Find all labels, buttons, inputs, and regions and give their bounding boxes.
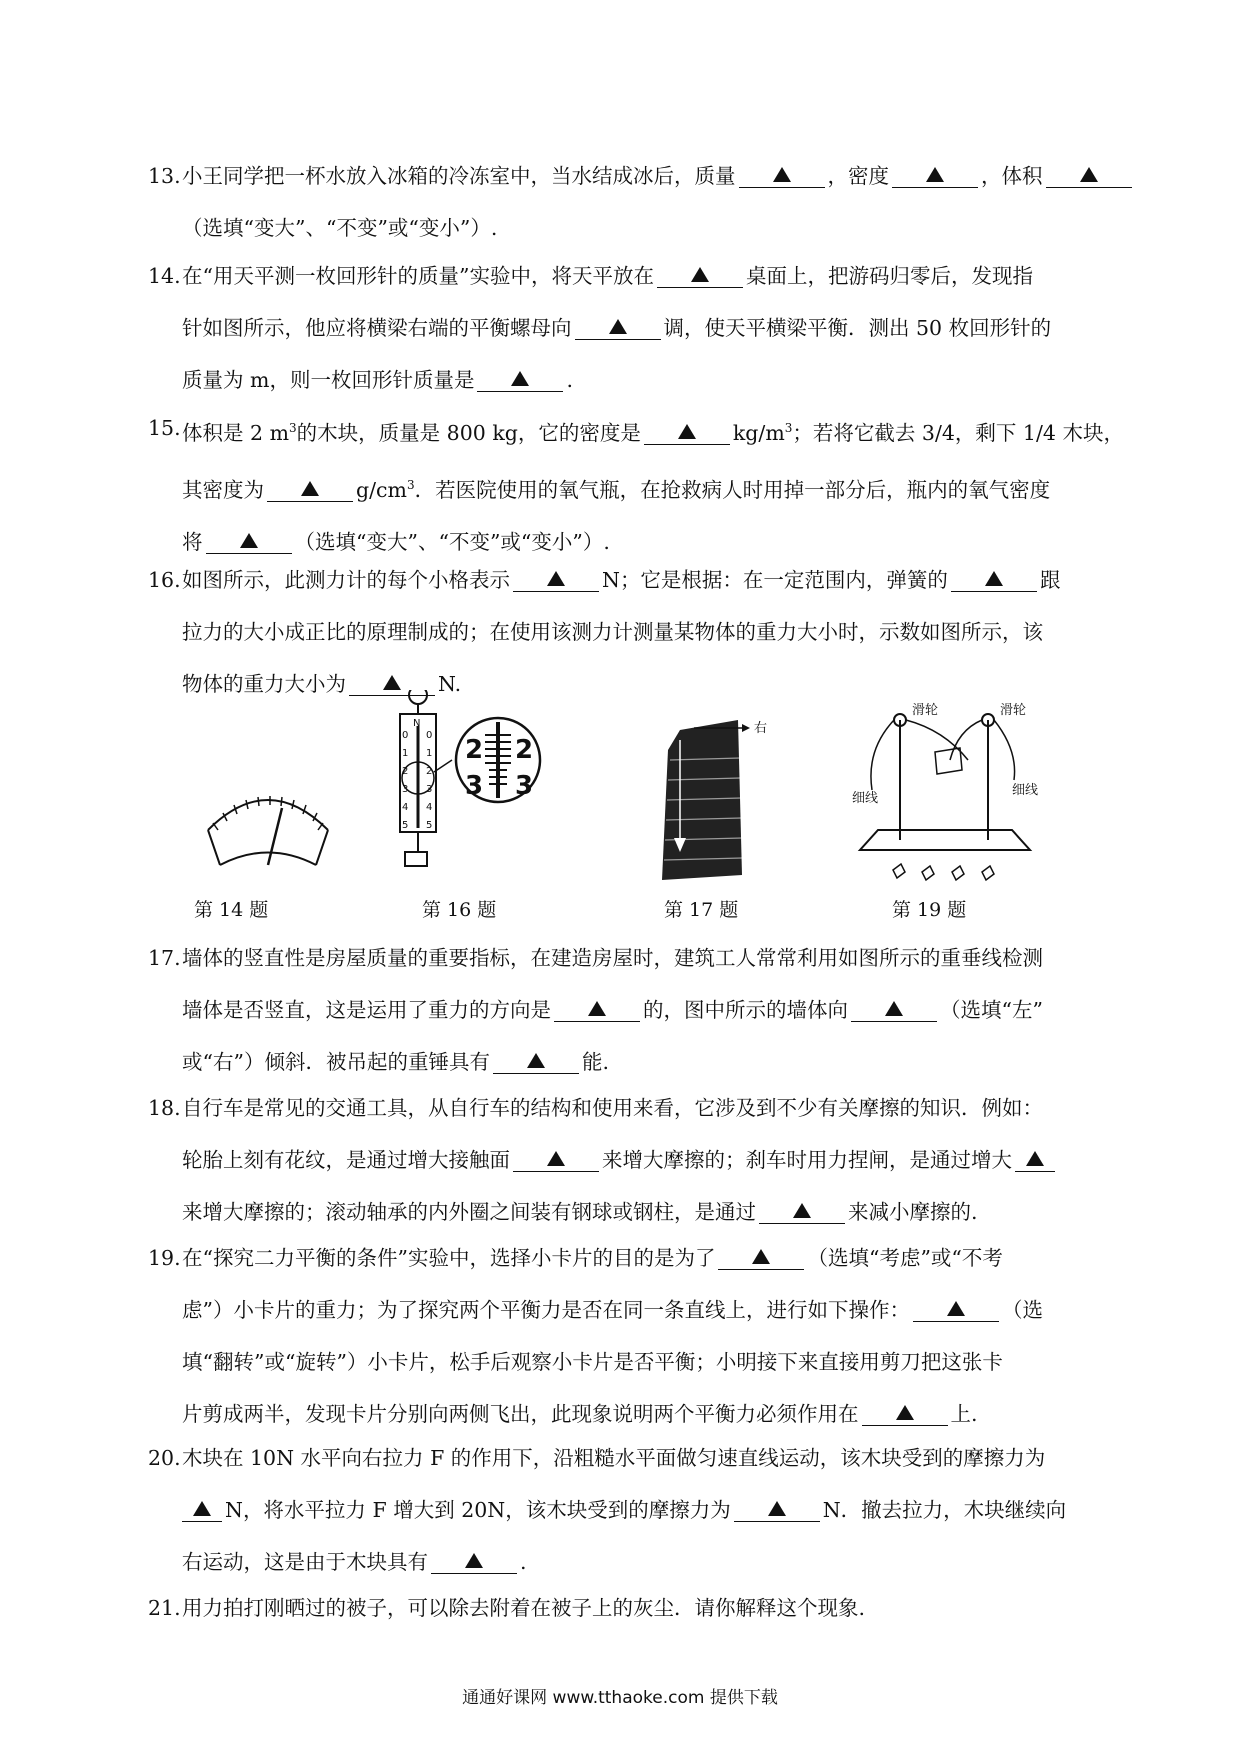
scale-tick-label: 2 (426, 766, 433, 777)
question-text: N. (438, 672, 462, 696)
question-number: 19. (148, 1246, 181, 1270)
triangle-icon (885, 1001, 903, 1016)
zoom-label: 3 (465, 771, 484, 801)
answer-blank[interactable] (206, 531, 292, 554)
question-text: 调，使天平横梁平衡．测出 50 枚回形针的 (663, 316, 1052, 340)
question-text: 来减小摩擦的. (848, 1200, 978, 1224)
caption-fig16: 第 16 题 (422, 899, 497, 921)
question-text: N，将水平拉力 F 增大到 20N，该木块受到的摩擦力为 (225, 1498, 731, 1522)
triangle-icon (547, 1151, 565, 1166)
answer-blank[interactable] (513, 1149, 599, 1172)
question-number: 17. (148, 946, 181, 970)
answer-blank[interactable] (913, 1299, 999, 1322)
question-text: 片剪成两半，发现卡片分别向两侧飞出，此现象说明两个平衡力必须作用在 (182, 1402, 859, 1426)
answer-blank[interactable] (892, 165, 978, 188)
question-text: 虑”）小卡片的重力；为了探究两个平衡力是否在同一条直线上，进行如下操作： (182, 1298, 910, 1322)
balance-scale-icon (208, 796, 328, 865)
question-text: . (520, 1550, 527, 1574)
question-number: 18. (148, 1096, 181, 1120)
pulley-label: 滑轮 (1000, 703, 1027, 718)
triangle-icon (691, 267, 709, 282)
question-text: 在“探究二力平衡的条件”实验中，选择小卡片的目的是为了 (182, 1246, 716, 1270)
scale-unit-label: N (413, 718, 421, 729)
question-text: （选填“变大”、“不变”或“变小”）. (294, 529, 610, 554)
question-text: 跟 (1039, 568, 1061, 592)
question-text: （选 (1001, 1298, 1043, 1322)
thread-label: 细线 (852, 791, 879, 806)
triangle-icon (609, 319, 627, 334)
superscript: 3 (406, 477, 415, 492)
question-text: 填“翻转”或“旋转”）小卡片，松手后观察小卡片是否平衡；小明接下来直接用剪刀把这张卡 (182, 1350, 1003, 1374)
triangle-icon (193, 1501, 211, 1516)
answer-blank[interactable] (267, 479, 353, 502)
question-text: . (566, 368, 573, 392)
question-number: 21. (148, 1596, 181, 1620)
unit-text: g/cm (356, 477, 407, 502)
caption-fig17: 第 17 题 (664, 899, 739, 921)
question-text: N；它是根据：在一定范围内，弹簧的 (602, 568, 948, 592)
question-text: 木块在 10N 水平向右拉力 F 的作用下，沿粗糙水平面做匀速直线运动，该木块受到的摩擦力为 (182, 1446, 1046, 1470)
zoom-label: 2 (515, 735, 534, 765)
question-number: 20. (148, 1446, 181, 1470)
page-footer: 通通好课网 www.tthaoke.com 提供下载 (462, 1688, 778, 1708)
scale-tick-label: 3 (402, 784, 409, 795)
question-text: 来增大摩擦的；刹车时用力捏闸，是通过增大 (602, 1148, 1012, 1172)
scale-tick-label: 0 (426, 730, 433, 741)
answer-blank[interactable] (1015, 1149, 1055, 1172)
triangle-icon (465, 1553, 483, 1568)
question-text: 墙体的竖直性是房屋质量的重要指标，在建造房屋时，建筑工人常常利用如图所示的重垂线检测 (182, 946, 1043, 970)
answer-blank[interactable] (951, 569, 1037, 592)
question-text: 能. (581, 1050, 609, 1074)
triangle-icon (547, 571, 565, 586)
question-text: ，密度 (827, 164, 889, 188)
question-16 (148, 554, 1096, 710)
answer-blank[interactable] (575, 317, 661, 340)
zoom-label: 3 (515, 771, 534, 801)
question-text: N．撤去拉力，木块继续向 (822, 1498, 1067, 1522)
wall-plumb-icon (662, 720, 750, 880)
question-text: 来增大摩擦的；滚动轴承的内外圈之间装有钢球或钢柱，是通过 (182, 1200, 756, 1224)
question-text: （选填“变大”、“不变”或“变小”）. (182, 216, 498, 240)
question-text: 如图所示，此测力计的每个小格表示 (182, 568, 510, 592)
triangle-icon (1026, 1151, 1044, 1166)
scale-tick-label: 3 (426, 784, 433, 795)
answer-blank[interactable] (554, 999, 640, 1022)
scale-tick-label: 0 (402, 730, 409, 741)
question-19 (148, 1232, 1096, 1440)
answer-blank[interactable] (513, 569, 599, 592)
question-text: ．若医院使用的氧气瓶，在抢救病人时用掉一部分后，瓶内的氧气密度 (414, 477, 1051, 502)
superscript: 3 (784, 421, 793, 435)
question-14 (148, 250, 1096, 406)
triangle-icon (301, 481, 319, 496)
unit-text: kg/m (732, 420, 785, 445)
question-number: 14. (148, 264, 181, 288)
question-text: 拉力的大小成正比的原理制成的；在使用该测力计测量某物体的重力大小时，示数如图所示，该 (182, 620, 1043, 644)
triangle-icon (1080, 167, 1098, 182)
scale-tick-label: 4 (426, 802, 433, 813)
question-text: 的木块，质量是 800 kg，它的密度是 (296, 420, 641, 445)
question-text: 自行车是常见的交通工具，从自行车的结构和使用来看，它涉及到不少有关摩擦的知识．例如： (182, 1096, 1043, 1120)
question-text: （选填“考虑”或“不考 (807, 1246, 1003, 1270)
triangle-icon (511, 371, 529, 386)
triangle-icon (678, 424, 696, 439)
answer-blank[interactable] (493, 1051, 579, 1074)
question-number: 16. (148, 568, 181, 592)
answer-blank[interactable] (851, 999, 937, 1022)
question-18 (148, 1082, 1096, 1238)
question-21 (148, 1582, 1096, 1634)
triangle-icon (383, 675, 401, 690)
answer-blank[interactable] (644, 422, 730, 445)
triangle-icon (793, 1203, 811, 1218)
zoom-label: 2 (465, 735, 484, 765)
triangle-icon (773, 167, 791, 182)
triangle-icon (588, 1001, 606, 1016)
pulley-label: 滑轮 (912, 703, 939, 718)
answer-blank[interactable] (739, 165, 825, 188)
figures-svg (0, 690, 1240, 930)
thread-label: 细线 (1012, 783, 1039, 798)
answer-blank[interactable] (182, 1499, 222, 1522)
caption-fig14: 第 14 题 (194, 899, 269, 921)
triangle-icon (527, 1053, 545, 1068)
pulley-labels (852, 702, 1038, 806)
question-number: 13. (148, 164, 181, 188)
scale-tick-label: 4 (402, 802, 409, 813)
question-text: 在“用天平测一枚回形针的质量”实验中，将天平放在 (182, 264, 654, 288)
question-number: 15. (148, 416, 181, 440)
caption-fig19: 第 19 题 (892, 899, 967, 921)
scale-tick-label: 5 (426, 820, 433, 831)
answer-blank[interactable] (862, 1403, 948, 1426)
triangle-icon (896, 1405, 914, 1420)
triangle-icon (752, 1249, 770, 1264)
answer-blank[interactable] (657, 265, 743, 288)
question-text: 墙体是否竖直，这是运用了重力的方向是 (182, 998, 551, 1022)
scale-tick-label: 1 (402, 748, 409, 759)
answer-blank[interactable] (1046, 165, 1132, 188)
question-text: 将 (182, 529, 203, 554)
scale-tick-label: 2 (402, 766, 409, 777)
question-text: 轮胎上刻有花纹，是通过增大接触面 (182, 1148, 510, 1172)
question-text: 质量为 m，则一枚回形针质量是 (182, 368, 475, 392)
question-text: 的，图中所示的墙体向 (643, 998, 848, 1022)
question-text: 用力拍打刚晒过的被子，可以除去附着在被子上的灰尘．请你解释这个现象. (182, 1596, 866, 1620)
question-15 (148, 402, 1124, 568)
scale-tick-label: 5 (402, 820, 409, 831)
answer-blank[interactable] (431, 1551, 517, 1574)
triangle-icon (926, 167, 944, 182)
triangle-icon (947, 1301, 965, 1316)
question-17 (148, 932, 1096, 1088)
question-text: 桌面上，把游码归零后，发现指 (745, 264, 1033, 288)
answer-blank[interactable] (477, 369, 563, 392)
question-text: 物体的重力大小为 (182, 672, 346, 696)
triangle-icon (985, 571, 1003, 586)
triangle-icon (768, 1501, 786, 1516)
question-text: 右运动，这是由于木块具有 (182, 1550, 428, 1574)
question-text: 或“右”）倾斜．被吊起的重锤具有 (182, 1050, 490, 1074)
pulley-apparatus-icon (860, 714, 1030, 880)
question-text: 上. (950, 1402, 978, 1426)
question-text: 针如图所示，他应将横梁右端的平衡螺母向 (182, 316, 572, 340)
question-text: 体积是 2 m (182, 420, 290, 445)
answer-blank[interactable] (734, 1499, 820, 1522)
question-text: ；若将它截去 3/4，剩下 1/4 木块， (792, 420, 1124, 445)
arrow-label: 右 (754, 721, 768, 736)
question-13 (148, 150, 1096, 254)
superscript: 3 (289, 421, 297, 435)
question-text: 其密度为 (182, 477, 264, 502)
triangle-icon (240, 533, 258, 548)
answer-blank[interactable] (759, 1201, 845, 1224)
question-text: ，体积 (981, 164, 1043, 188)
question-text: 小王同学把一杯水放入冰箱的冷冻室中，当水结成冰后，质量 (182, 164, 736, 188)
question-text: （选填“左” (940, 998, 1043, 1022)
figures-row (0, 690, 1240, 930)
answer-blank[interactable] (718, 1247, 804, 1270)
scale-tick-label: 1 (426, 748, 433, 759)
question-20 (148, 1432, 1096, 1588)
